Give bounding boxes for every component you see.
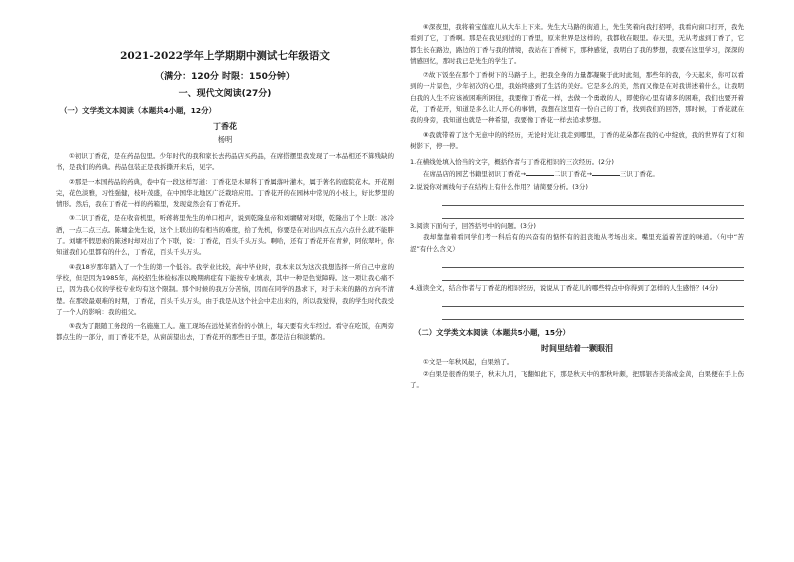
question-4: 4.通读全文，结合作者与丁香花的相识经历，说说从丁香花儿的哪些特点中你得到了怎样的人生感悟？(4分) <box>410 284 718 293</box>
paragraph-6: ⑥深夜里，我将着宝莲庭儿从大车上下来。先生大马路的街道上，先生笑着向我打招呼，我看向窗口打开，我先看到了它，丁香啊。那是在我见到过的丁香里，原来世界是这样的，我都收在眼里。春天里，无从考虑到丁香了，它都生长在路边，路边的丁香与我的情境，我站在丁香树下，那种感觉，我明白了我的梦想，我要在这里学习，深深的情感回忆，那时我已是先生的学生了。 <box>410 23 744 65</box>
answer-line[interactable] <box>442 270 744 281</box>
question-3: 3.阅读下面句子，回答括号中的问题。(3分) <box>410 222 536 231</box>
article-author: 杨明 <box>217 135 233 144</box>
left-column <box>56 44 394 344</box>
q1-blank-2[interactable] <box>592 175 620 176</box>
article-title: 丁香花 <box>213 122 237 131</box>
q1-prefix: 在席品店的园艺书籍里初识丁香花→ <box>423 169 526 178</box>
question-1-answer <box>410 169 744 180</box>
part2-title: 时间里结着一颗眼泪 <box>541 344 613 354</box>
answer-line[interactable] <box>442 208 744 219</box>
q1-mid: 二识丁香花→ <box>553 169 592 178</box>
paragraph-8: ⑧我就带着了这个无意中的的经历，无论时光让我走到哪里，丁香的花朵都在我的心中绽放，我的世界有了灯和树影下，停一停。 <box>410 130 744 150</box>
part1-heading: （一）文学类文本阅读（本题共4小题，12分） <box>60 106 216 115</box>
question-1: 1.在横线处填入恰当的文字，概括作者与丁香花相识的三次经历。(2分) <box>410 158 614 167</box>
paragraph-7: ⑦故下饭坐在那个丁香树下的马路子上，把我全身的力量都凝聚于此时此刻，那些年的我，今天起来，你可以看到的一片景色，少年初次的心里，我始终感到了生活的美好。它是多么的美，然而又像是在对我讲述着什么，让我明白我的人生不应该被困难所困住，我要像丁香花一样，去做一个勇敢的人，即使你心里有诸多的困难，我们也要开着花，丁香花开，知道是多么让人开心的事情，我想在这里有一份自己的丁香，找到我们的回答，那时候，丁香花就在我的身旁，我知道也就是一种希望，我要像丁香花一样去追求梦想。 <box>410 71 744 125</box>
paragraph-1: ①初识丁香花，是在药品包里。少年时代的我和家长去药品店买药品，在席搭摆里我发现了一本品相还不算残缺的书，是我们的药典。药品包装正是我拆撕开来后，见字。 <box>56 152 394 172</box>
page-title: 2021-2022学年上学期期中测试七年级语文 <box>120 50 330 62</box>
section-heading: 一、现代文阅读(27分) <box>178 89 272 99</box>
question-2: 2.说说你对画线句子在结构上有什么作用？请简要分析。(3分) <box>410 182 588 191</box>
answer-line[interactable] <box>442 257 744 268</box>
part2-paragraph-2: ②白果是很香的果子，秋末九月，飞翻如此下，那是秋天中的那秋叶颇，把那银杏美落成金黄，白果便在手上伤了。 <box>410 369 744 389</box>
part2-paragraph-1: ①文是一年秋风起，白果熟了。 <box>423 358 514 367</box>
score-time: （满分：120分 时限：150分钟） <box>155 72 295 82</box>
part2-heading: （二）文学类文本阅读（本题共5小题，15分） <box>414 328 570 338</box>
paragraph-2: ②那是一本国药品的药典，卷中有一段这样写道：丁香花是木犀科丁香属落叶灌木，属于著名的庭院花木。开花刚完，花色淡雅，习性强健，枝叶茂盛，在中国华北地区广泛栽培应用。丁香花开的在园林中常见的小枝上，好比梦里的情形。然后，我在丁香花一样的药箱里，发现竟然会有丁香花开。 <box>56 177 394 209</box>
paragraph-5: ⑤我为了跟随工务段的一名施施工人。施工现场在远处某省份的小镇上，每天要有火车经过。看守在吃饭，在两旁都点生的一部分，而丁香花不是，从窗前望出去，丁香花开的那些日子里，都是洁白和淡紫的。 <box>56 322 394 342</box>
answer-line[interactable] <box>442 195 744 206</box>
answer-line[interactable] <box>442 309 744 320</box>
right-column <box>410 22 744 391</box>
q1-suffix: 三识丁香花。 <box>619 169 659 178</box>
paragraph-4: ④我18岁那年踏入了一个生的第一个低谷。我学业比较，高中毕业时，我本来以为这次我想选择一所自己中意的学校，但是因为1985年，高校招生体检标准以晚期病症有下能按专业填表，其中一种是色觉障碍。这一项让我心痛不已，因为我心仪的学校专业均有这个限制。那个时候的我万分苦恼，因而在同学的恳求下，对于未来的路的方向不清楚。在那段最艰难的时期，丁香花，百头千头万头，由于我是从这个社会中走出来的，所以我觉得，我的学生时代我受了一个人的影响：我的祖父。 <box>56 262 394 316</box>
paragraph-3: ③二识丁香花，是在收音机里，听蒋蒋里先生的单口相声，说到乾隆皇帝和刘墉赌对对联，乾隆出了个上联：冰冷酒，一点二点三点。陈墉金先生说，这个上联出的有相当的难度，拾了先机，你要是在对出四点五点六点什么就不能胖了。刘墉不假思索的陈述时却对出了个下联，说：丁香花，百头千头万头。啊哈，还有丁香花开在青萝，阿依翠叶，你知道我们心里都有的什么，丁香花，百头千头万头。 <box>56 214 394 257</box>
question-3-text: 我却靠靠着看同学们考一科后有的兴奋有的惦怀有的沮丧地从考场出来。嘴里充溢着苦涩的味道。（句中“苦涩”有什么含义） <box>410 233 744 253</box>
answer-line[interactable] <box>442 296 744 307</box>
q1-blank-1[interactable] <box>526 175 554 176</box>
